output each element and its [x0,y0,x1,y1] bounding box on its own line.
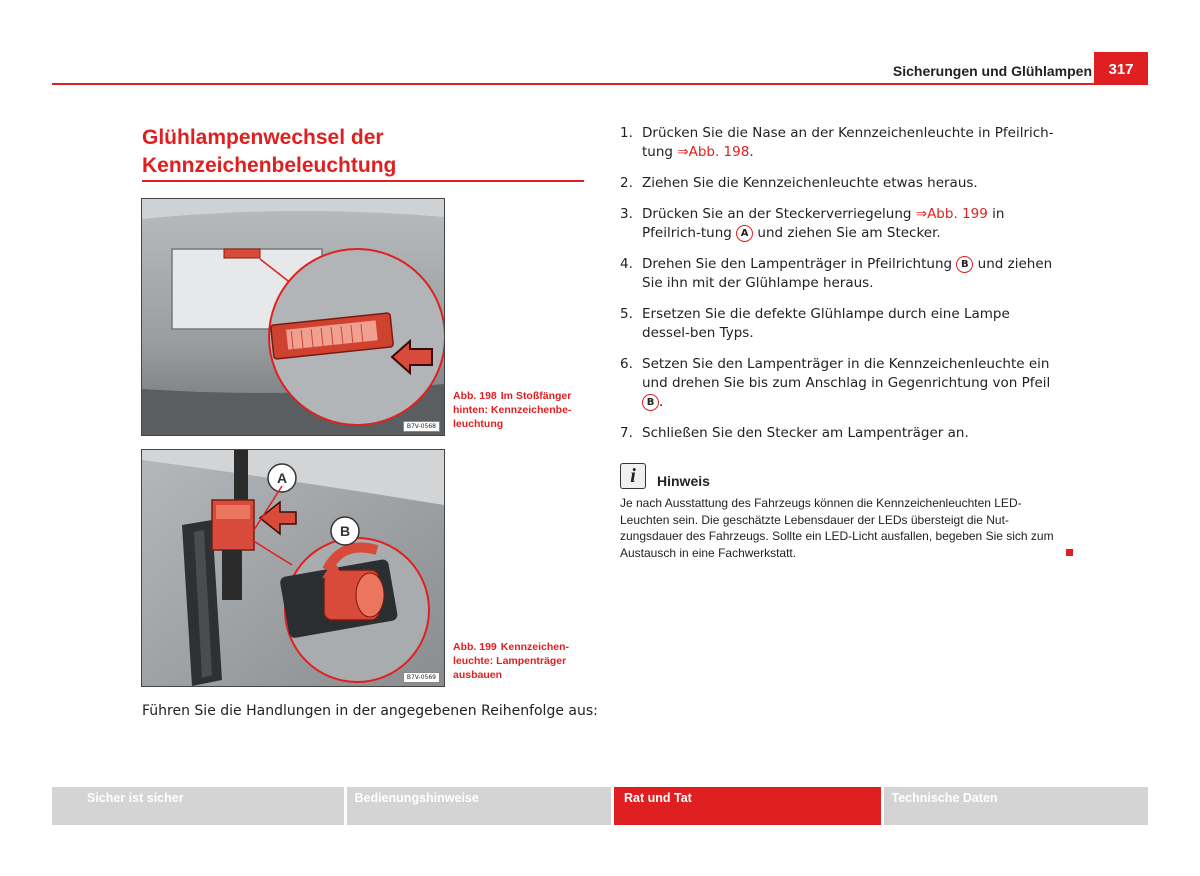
step-text: Drücken Sie die Nase an der Kennzeichenleuchte in Pfeilrich-tung [642,125,1054,160]
step-item [620,124,1060,162]
step-text: Schließen Sie den Stecker am Lampenträger an. [642,425,969,441]
figure-code: B7V-0569 [403,672,440,683]
footer-tab-sicher-ist-sicher[interactable]: Sicher ist sicher [52,787,344,825]
caption-number: Abb. 199 [453,641,497,653]
section-title-line-2: Kennzeichenbeleuchtung [142,154,397,177]
footer-nav [52,787,1148,825]
page-number: 317 [1094,52,1148,83]
step-text: Setzen Sie den Lampenträger in die Kennzeichenleuchte ein und drehen Sie bis zum Anschlag in Gegenrichtung von Pfeil [642,356,1051,391]
circle-marker: A [736,225,753,242]
step-text: . [659,394,664,410]
info-icon: i [620,463,646,489]
step-text: in Pfeilrich-tung [642,206,1005,241]
footer-tab-rat-und-tat[interactable]: Rat und Tat [614,787,881,825]
note-body: Je nach Ausstattung des Fahrzeugs können die Kennzeichenleuchten LED-Leuchten sein. Die geschätzte Lebensdauer der LEDs übersteigt die Nut-zungsdauer des Fahrzeugs. Sollte ein LED-Licht ausfallen, begeben Sie sich zum Austausch in eine Fachwerkstatt. [620,496,1054,560]
step-text: und ziehen Sie ihn mit der Glühlampe heraus. [642,256,1053,291]
license-plate-light-illustration [142,199,444,435]
figure-199-image [141,449,445,687]
running-header: Sicherungen und Glühlampen [892,63,1092,79]
figure-199-caption [453,640,588,682]
step-number: 3. [620,206,633,222]
figure-reference-link[interactable]: ⇒Abb. 198 [677,144,750,160]
footer-tab-technische-daten[interactable]: Technische Daten [884,787,1149,825]
step-text: und ziehen Sie am Stecker. [753,225,941,241]
figure-reference-link[interactable]: ⇒Abb. 199 [915,206,988,222]
step-text: Drücken Sie an der Steckerverriegelung [642,206,916,222]
step-item [620,255,1060,293]
step-item [620,205,1060,243]
section-title [142,124,584,180]
step-item [620,355,1060,412]
section-title-line-1: Glühlampenwechsel der [142,126,384,149]
caption-number: Abb. 198 [453,390,497,402]
section-end-marker [1066,549,1073,556]
step-number: 2. [620,175,633,191]
step-text: Drehen Sie den Lampenträger in Pfeilrichtung [642,256,957,272]
caption-text: Kennzeichen-leuchte: Lampenträger ausbauen [453,641,570,681]
figure-198-caption [453,389,588,431]
step-item [620,174,1060,193]
section-title-rule [142,180,584,182]
circle-marker: B [956,256,973,273]
step-number: 6. [620,356,633,372]
step-text: Ersetzen Sie die defekte Glühlampe durch eine Lampe dessel-ben Typs. [642,306,1010,341]
step-number: 7. [620,425,633,441]
circle-marker: B [642,394,659,411]
bulb-holder-illustration [142,450,444,686]
figure-198-image [141,198,445,436]
note-title: Hinweis [657,473,710,489]
step-number: 5. [620,306,633,322]
step-number: 1. [620,125,633,141]
step-number: 4. [620,256,633,272]
step-text: Ziehen Sie die Kennzeichenleuchte etwas heraus. [642,175,978,191]
figure-label-a: A [276,470,288,486]
figure-code: B7V-0568 [403,421,440,432]
figure-label-b: B [339,523,351,539]
caption-text: Im Stoßfänger hinten: Kennzeichenbe-leuchtung [453,390,572,430]
step-item [620,424,1060,443]
footer-tab-bedienungshinweise[interactable]: Bedienungshinweise [347,787,612,825]
step-item [620,305,1060,343]
step-text: . [749,144,754,160]
steps-list [620,124,1060,455]
intro-text: Führen Sie die Handlungen in der angegebenen Reihenfolge aus: [142,703,598,719]
header-rule [52,83,1148,85]
